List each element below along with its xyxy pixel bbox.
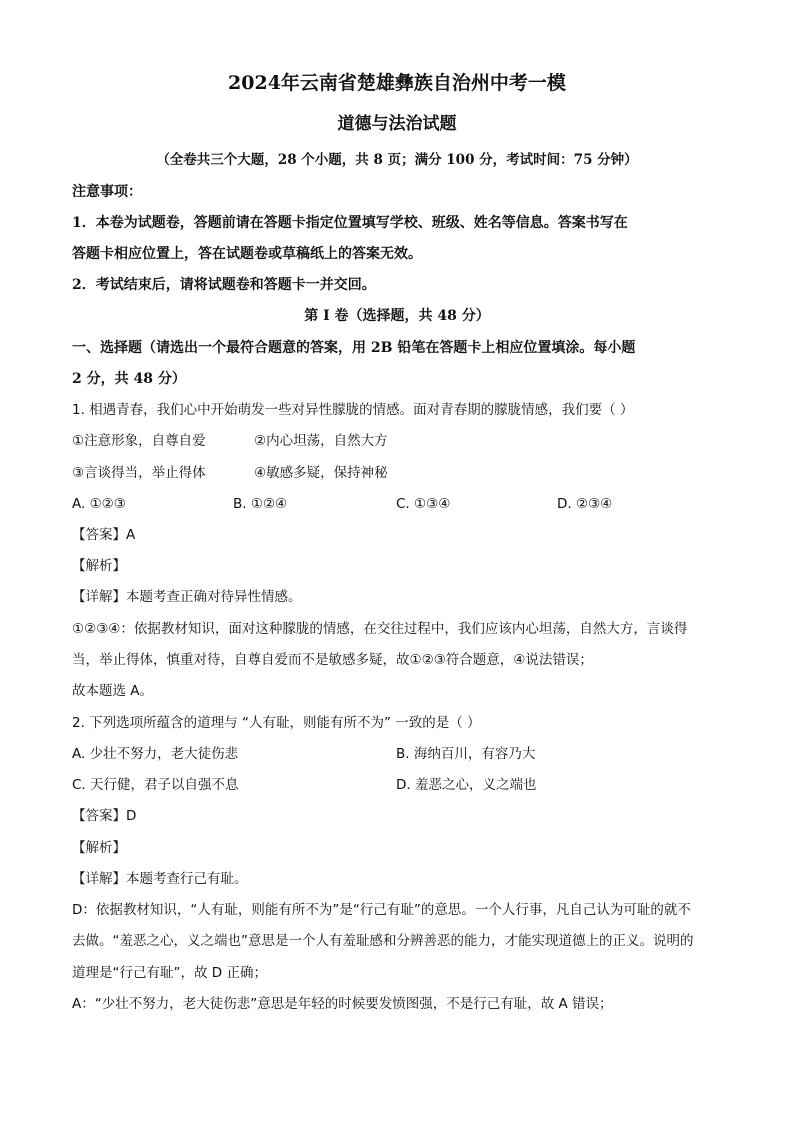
q1-explanation-line-1: ①②③④：依据教材知识，面对这种朦胧的情感，在交往过程中，我们应该内心坦荡，自然大方，言谈得	[72, 621, 688, 637]
q1-choice-b: B. ①②④	[233, 496, 288, 512]
section-1-heading-line-1: 一、选择题（请选出一个最符合题意的答案，用 2B 铅笔在答题卡上相应位置填涂。每小题	[72, 340, 636, 356]
exam-subtitle: 道德与法治试题	[337, 114, 457, 134]
q1-statement-4: ④敏感多疑，保持神秘	[254, 465, 388, 481]
q2-choice-c: C. 天行健，君子以自强不息	[72, 777, 239, 793]
q2-answer: 【答案】D	[72, 808, 137, 824]
q2-explanation-line-3: 道理是“行己有耻”，故 D 正确；	[72, 965, 267, 981]
section-1-heading-line-2: 2 分，共 48 分）	[72, 371, 186, 387]
notes-item-1-line-1: 1．本卷为试题卷，答题前请在答题卡指定位置填写学校、班级、姓名等信息。答案书写在	[72, 215, 628, 231]
q1-detail: 【详解】本题考查正确对待异性情感。	[72, 589, 302, 605]
q2-choice-d: D. 羞恶之心，义之端也	[396, 777, 537, 793]
q2-choice-a: A. 少壮不努力，老大徒伤悲	[72, 746, 239, 762]
notes-item-2: 2．考试结束后，请将试题卷和答题卡一并交回。	[72, 277, 376, 293]
part-1-title: 第 I 卷（选择题，共 48 分）	[304, 308, 490, 324]
notes-item-1-line-2: 答题卡相应位置上，答在试题卷或草稿纸上的答案无效。	[72, 246, 422, 262]
q1-analysis-label: 【解析】	[72, 558, 126, 574]
q2-choice-b: B. 海纳百川，有容乃大	[396, 746, 536, 762]
q1-stem: 1. 相遇青春，我们心中开始萌发一些对异性朦胧的情感。面对青春期的朦胧情感，我们要（ ）	[72, 402, 634, 418]
q2-analysis-label: 【解析】	[72, 840, 126, 856]
q2-explanation-line-1: D：依据教材知识，“人有耻，则能有所不为”是“行己有耻”的意思。一个人行事，凡自己认为可耻的就不	[72, 902, 691, 918]
q2-stem: 2. 下列选项所蕴含的道理与 “人有耻，则能有所不为” 一致的是（ ）	[72, 715, 481, 731]
q2-explanation-line-4: A：“少壮不努力，老大徒伤悲”意思是年轻的时候要发愤图强，不是行己有耻，故 A 错误；	[72, 996, 613, 1012]
q2-explanation-line-2: 去做。“羞恶之心，义之端也”意思是一个人有羞耻感和分辨善恶的能力，才能实现道德上的正义。说明的	[72, 933, 694, 949]
q1-choice-c: C. ①③④	[396, 496, 451, 512]
q1-choice-d: D. ②③④	[557, 496, 613, 512]
q1-statement-1: ①注意形象，自尊自爱	[72, 433, 206, 449]
exam-info: （全卷共三个大题，28 个小题，共 8 页；满分 100 分，考试时间：75 分钟）	[156, 152, 638, 168]
q1-choice-a: A. ①②③	[72, 496, 126, 512]
q1-conclusion: 故本题选 A。	[72, 683, 154, 699]
q1-explanation-line-2: 当，举止得体，慎重对待，自尊自爱而不是敏感多疑，故①②③符合题意，④说法错误；	[72, 652, 593, 668]
q1-statement-3: ③言谈得当，举止得体	[72, 465, 206, 481]
exam-title: 2024年云南省楚雄彝族自治州中考一模	[228, 72, 566, 94]
notes-heading: 注意事项：	[72, 184, 142, 200]
q2-detail: 【详解】本题考查行己有耻。	[72, 871, 248, 887]
q1-statement-2: ②内心坦荡，自然大方	[254, 433, 388, 449]
q1-answer: 【答案】A	[72, 527, 136, 543]
